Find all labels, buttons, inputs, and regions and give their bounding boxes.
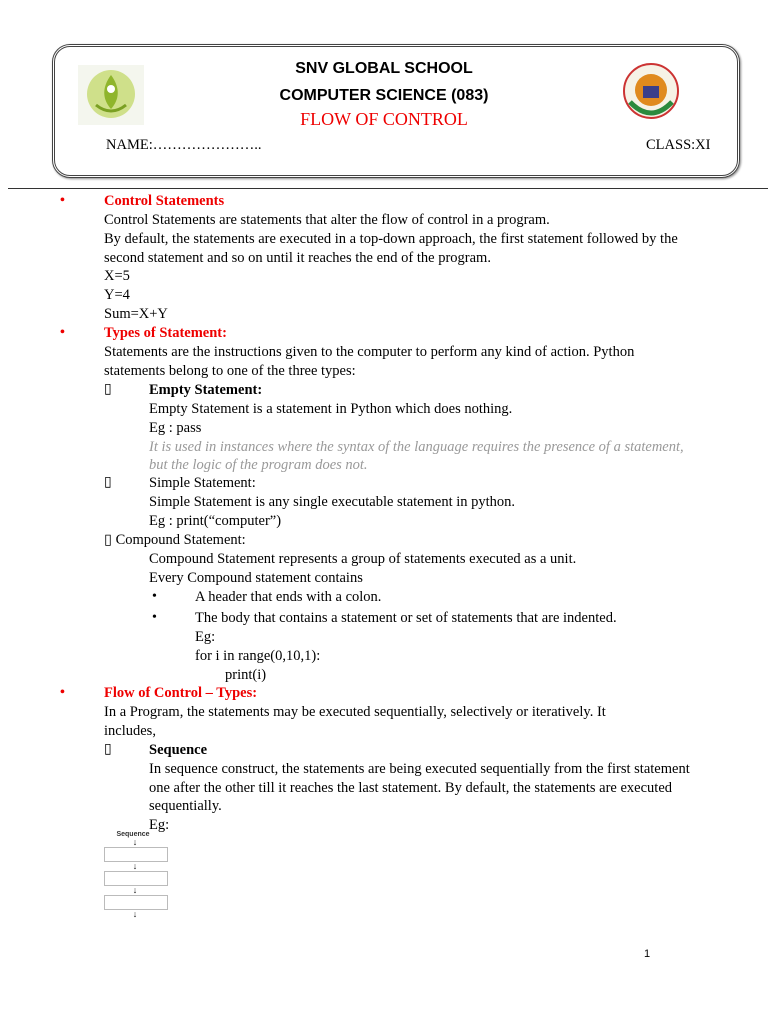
bullet-icon: • — [152, 589, 157, 604]
text-line: Eg: — [195, 629, 216, 645]
text-line: for i in range(0,10,1): — [195, 648, 321, 664]
text-line: By default, the statements are executed in a top-down approach, the first statement followed by the — [104, 231, 678, 247]
text-line: Eg : pass — [149, 420, 202, 436]
bullet-icon: • — [60, 325, 65, 340]
text-line: but the logic of the program does not. — [149, 457, 368, 473]
header-divider — [8, 188, 768, 189]
arrow-down-icon: ↓ — [132, 837, 138, 847]
text-line: Eg : print(“computer”) — [149, 513, 282, 529]
text-line: statements belong to one of the three types: — [104, 363, 356, 379]
sequence-diagram — [104, 831, 168, 919]
bullet-icon: ▯ — [104, 382, 112, 397]
text-line: Simple Statement: — [149, 475, 256, 491]
text-line: In sequence construct, the statements are being executed sequentially from the first statement — [149, 761, 690, 777]
section-heading: Control Statements — [104, 193, 225, 209]
text-line: The body that contains a statement or set of statements that are indented. — [195, 610, 617, 626]
text-line: print(i) — [225, 667, 267, 683]
text-line: Statements are the instructions given to the computer to perform any kind of action. Python — [104, 344, 635, 360]
class-label: CLASS:XI — [646, 137, 711, 153]
section-heading: Flow of Control – Types: — [104, 685, 258, 701]
sequence-step-box — [104, 847, 168, 862]
text-line: It is used in instances where the syntax of the language requires the presence of a statement, — [149, 439, 684, 455]
sequence-step-box — [104, 871, 168, 886]
name-field-label: NAME:………………….. — [106, 137, 262, 153]
text-line: Eg: — [149, 817, 170, 833]
bullet-icon: ▯ — [104, 742, 112, 757]
bullet-icon: ▯ — [104, 475, 112, 490]
text-line: In a Program, the statements may be executed sequentially, selectively or iteratively. It — [104, 704, 606, 720]
subheading: Sequence — [149, 742, 207, 758]
bullet-icon: • — [60, 193, 65, 208]
bullet-icon: • — [152, 610, 157, 625]
text-line: Y=4 — [104, 287, 130, 303]
section-heading: Types of Statement: — [104, 325, 227, 341]
text-line: ▯ Compound Statement: — [104, 532, 246, 548]
text-line: Every Compound statement contains — [149, 570, 363, 586]
text-line: X=5 — [104, 268, 130, 284]
text-line: Sum=X+Y — [104, 306, 168, 322]
sequence-step-box — [104, 895, 168, 910]
sequence-diagram-label: Sequence — [116, 831, 150, 838]
subheading: Empty Statement: — [149, 382, 263, 398]
topic-title: FLOW OF CONTROL — [300, 109, 468, 129]
arrow-down-icon: ↓ — [132, 861, 138, 871]
arrow-down-icon: ↓ — [132, 909, 138, 919]
text-line: includes, — [104, 723, 156, 739]
text-line: one after the other till it reaches the last statement. By default, the statements are executed — [149, 780, 672, 796]
text-line: A header that ends with a colon. — [195, 589, 382, 605]
text-line: Control Statements are statements that alter the flow of control in a program. — [104, 212, 550, 228]
text-line: sequentially. — [149, 798, 222, 814]
school-name: SNV GLOBAL SCHOOL — [295, 60, 473, 77]
page-number: 1 — [644, 948, 651, 960]
bullet-icon: • — [60, 685, 65, 700]
text-line: Simple Statement is any single executable statement in python. — [149, 494, 516, 510]
arrow-down-icon: ↓ — [132, 885, 138, 895]
text-line: Empty Statement is a statement in Python which does nothing. — [149, 401, 513, 417]
text-line: second statement and so on until it reaches the end of the program. — [104, 250, 491, 266]
text-line: Compound Statement represents a group of statements executed as a unit. — [149, 551, 577, 567]
subject-title: COMPUTER SCIENCE (083) — [279, 87, 489, 104]
